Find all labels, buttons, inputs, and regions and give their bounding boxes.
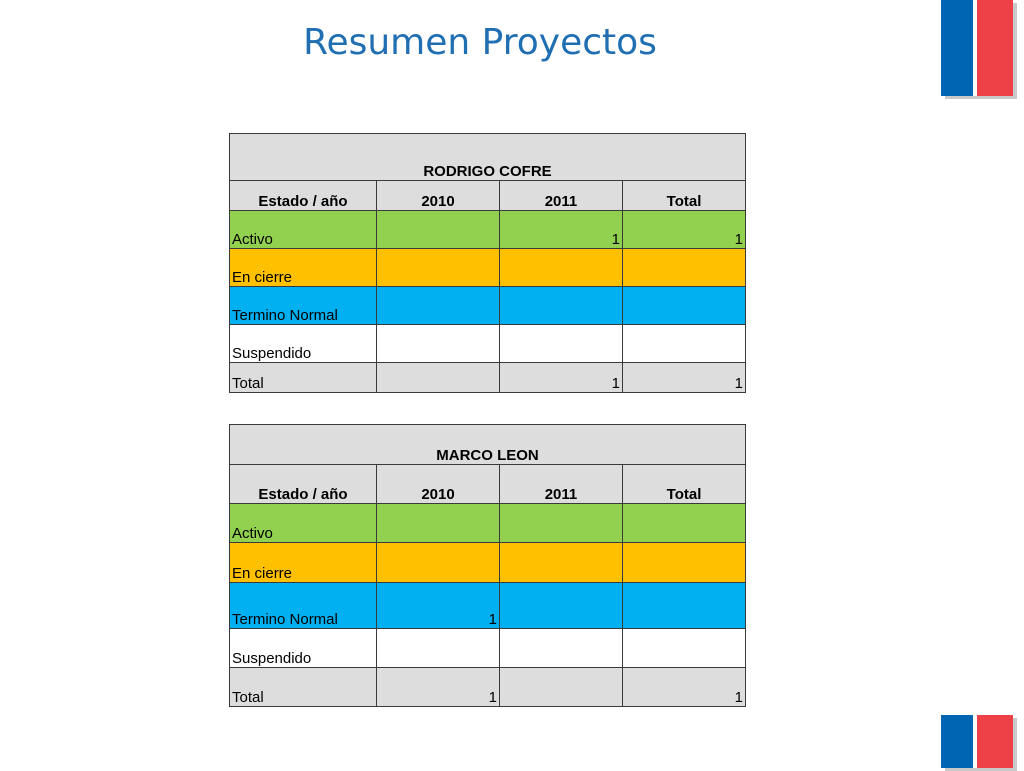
- table-row: [230, 629, 746, 668]
- table-row: [230, 325, 746, 363]
- cell-total: [623, 583, 746, 629]
- row-label: Activo: [230, 504, 377, 543]
- cell-total: 1: [623, 363, 746, 393]
- cell-2010: [377, 249, 500, 287]
- row-label: Termino Normal: [230, 287, 377, 325]
- table-title: RODRIGO COFRE: [230, 134, 746, 181]
- cell-total: [623, 287, 746, 325]
- cell-2011: [500, 629, 623, 668]
- row-label: En cierre: [230, 543, 377, 583]
- row-label: Suspendido: [230, 629, 377, 668]
- cell-total: 1: [623, 211, 746, 249]
- table-row: [230, 211, 746, 249]
- cell-2010: [377, 629, 500, 668]
- table-row-total: [230, 363, 746, 393]
- row-label: En cierre: [230, 249, 377, 287]
- row-label: Total: [230, 363, 377, 393]
- column-header: Estado / año: [230, 181, 377, 211]
- cell-2010: [377, 325, 500, 363]
- cell-2011: 1: [500, 211, 623, 249]
- summary-table-rodrigo-cofre: [229, 133, 746, 393]
- cell-2011: [500, 583, 623, 629]
- cell-2010: [377, 287, 500, 325]
- table-row: [230, 504, 746, 543]
- cell-2011: [500, 249, 623, 287]
- cell-total: [623, 249, 746, 287]
- cell-2011: [500, 668, 623, 707]
- table-row-total: [230, 668, 746, 707]
- table-row: [230, 583, 746, 629]
- cell-total: [623, 504, 746, 543]
- cell-2011: [500, 287, 623, 325]
- column-header: 2011: [500, 465, 623, 504]
- cell-2011: 1: [500, 363, 623, 393]
- flag-logo-top: [941, 0, 1017, 99]
- column-header: 2010: [377, 181, 500, 211]
- cell-2011: [500, 543, 623, 583]
- flag-logo-bottom: [941, 715, 1017, 768]
- cell-2010: [377, 211, 500, 249]
- column-header: Estado / año: [230, 465, 377, 504]
- cell-total: 1: [623, 668, 746, 707]
- table-title: MARCO LEON: [230, 425, 746, 465]
- cell-total: [623, 629, 746, 668]
- cell-2010: [377, 543, 500, 583]
- row-label: Total: [230, 668, 377, 707]
- column-header: Total: [623, 465, 746, 504]
- cell-2010: 1: [377, 668, 500, 707]
- row-label: Activo: [230, 211, 377, 249]
- table-row: [230, 543, 746, 583]
- row-label: Suspendido: [230, 325, 377, 363]
- cell-total: [623, 325, 746, 363]
- cell-2010: [377, 363, 500, 393]
- column-header: 2011: [500, 181, 623, 211]
- cell-2011: [500, 325, 623, 363]
- cell-2010: 1: [377, 583, 500, 629]
- summary-table-marco-leon: [229, 424, 746, 707]
- cell-2010: [377, 504, 500, 543]
- slide-title: Resumen Proyectos: [303, 22, 657, 63]
- table-row: [230, 287, 746, 325]
- row-label: Termino Normal: [230, 583, 377, 629]
- table-row: [230, 249, 746, 287]
- column-header: Total: [623, 181, 746, 211]
- column-header: 2010: [377, 465, 500, 504]
- cell-total: [623, 543, 746, 583]
- cell-2011: [500, 504, 623, 543]
